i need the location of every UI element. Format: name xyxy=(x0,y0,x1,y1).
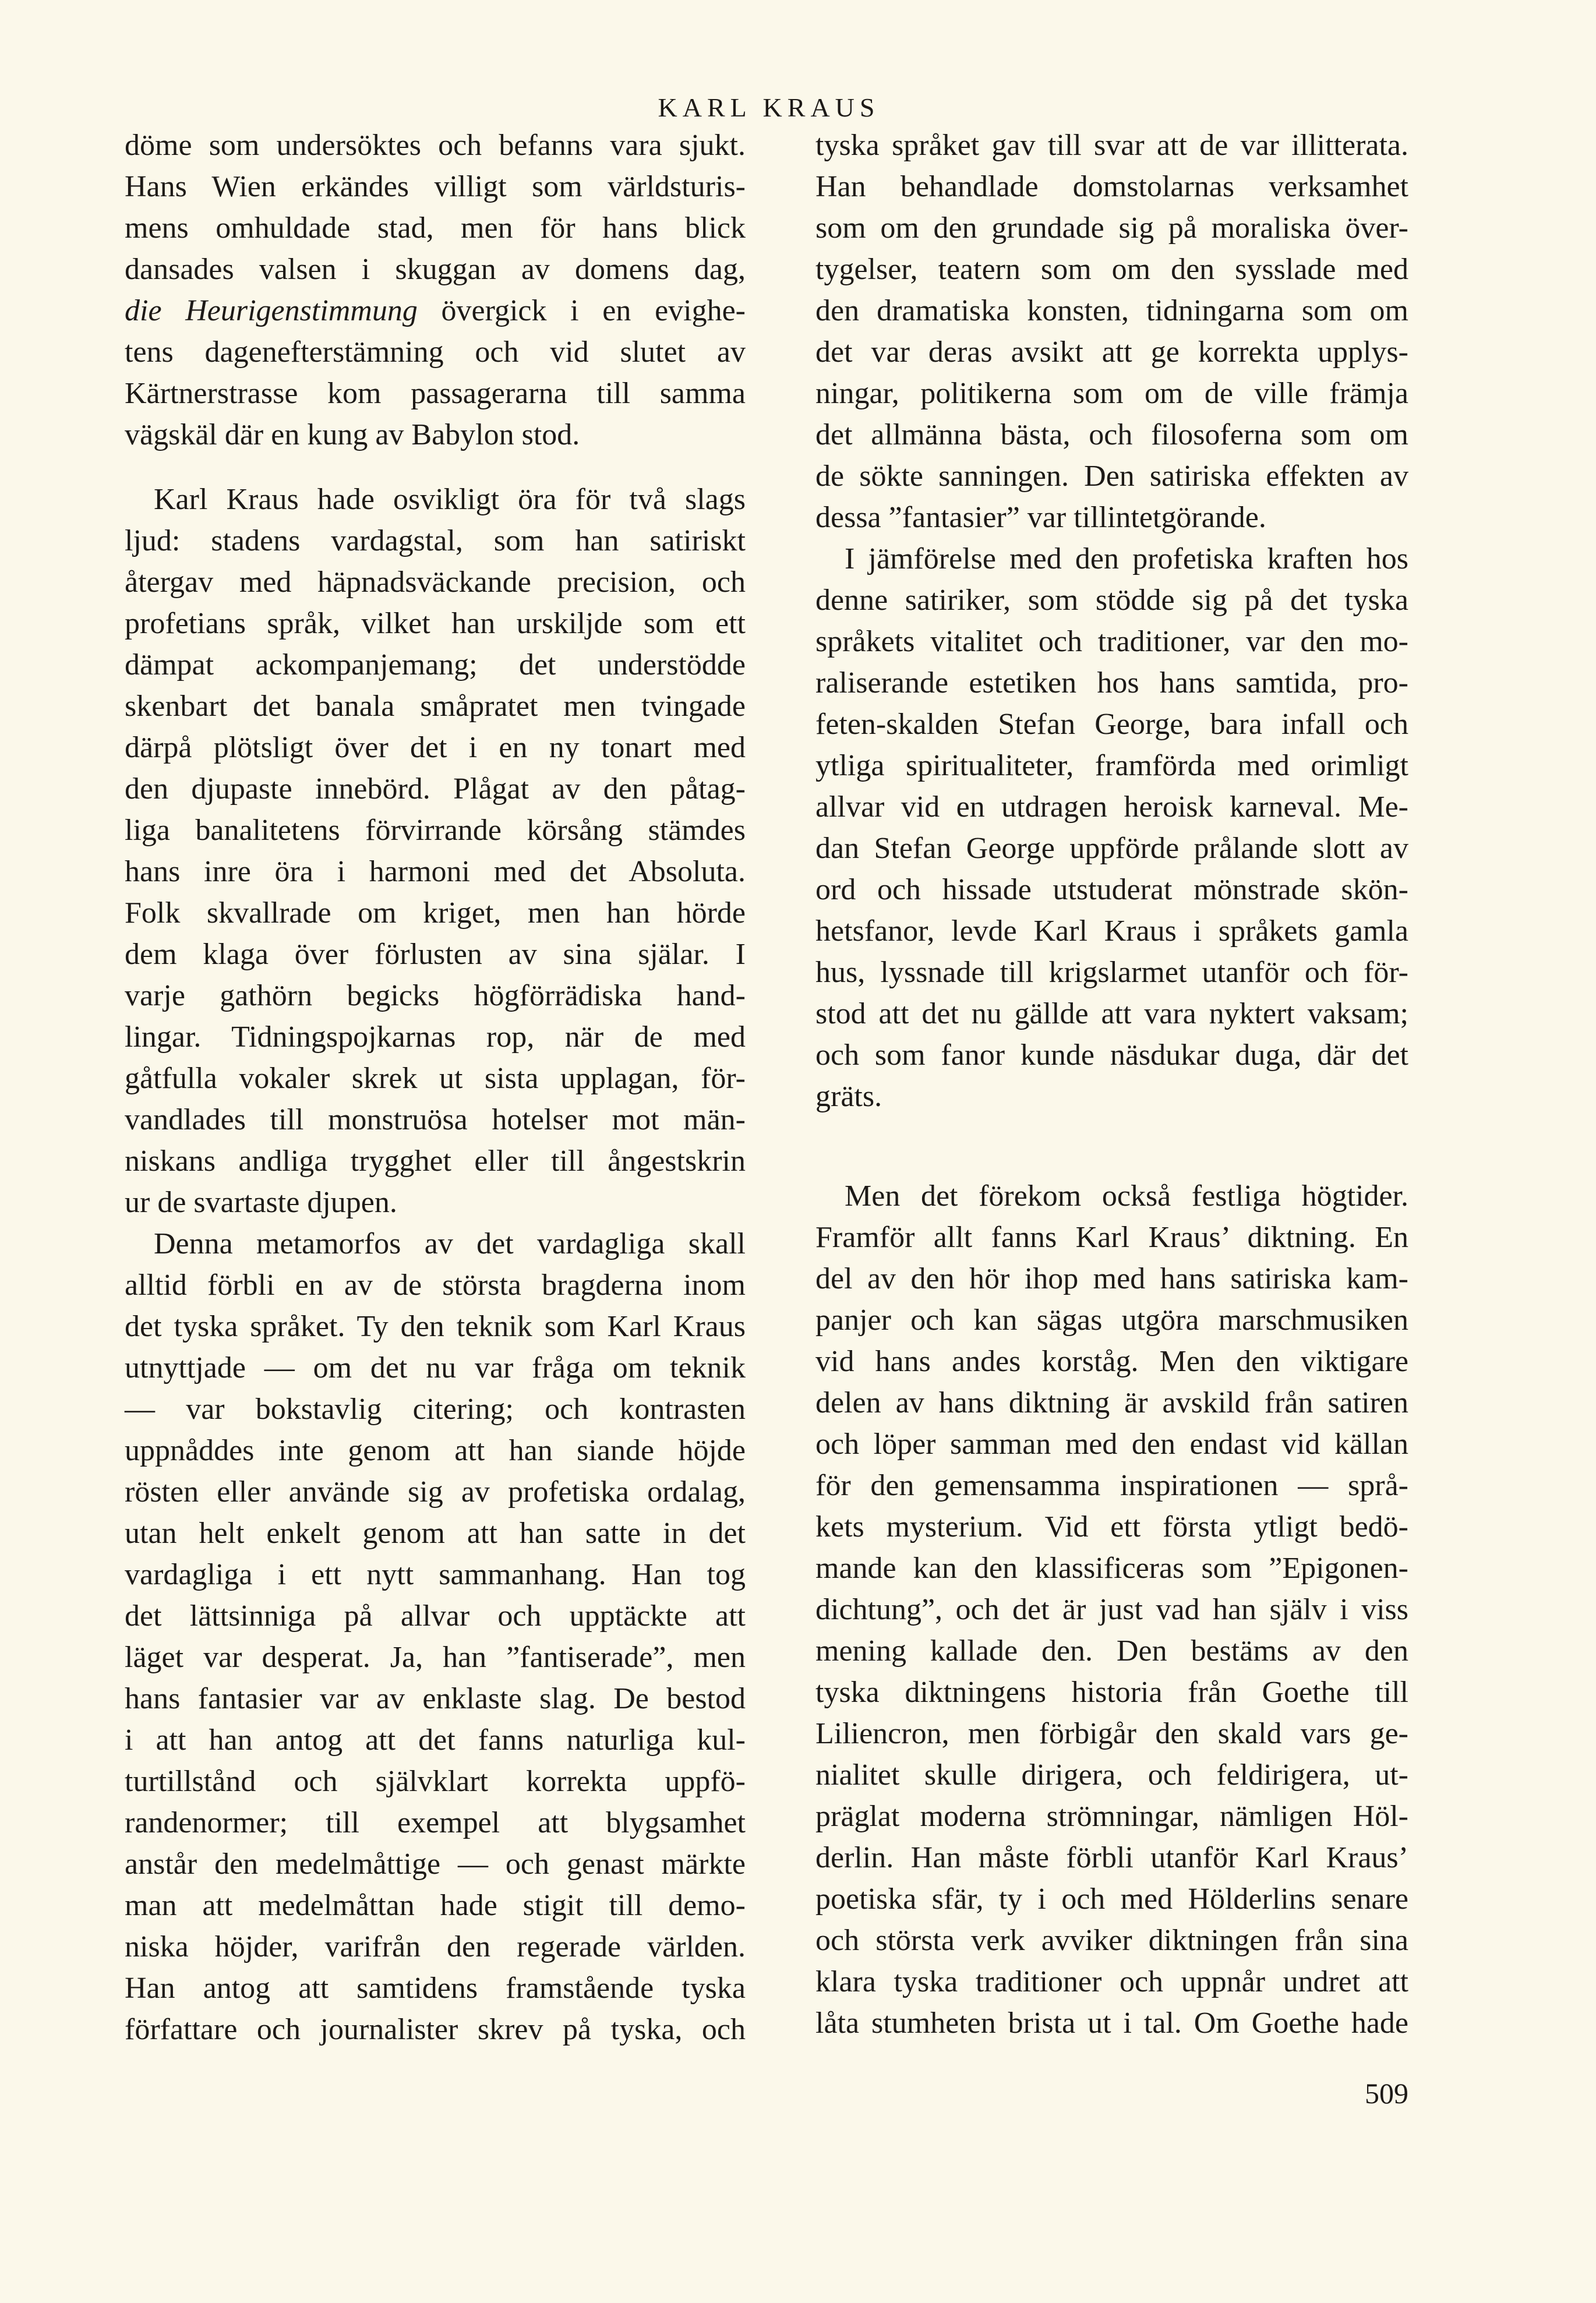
text-line: hus, lyssnade till krigslarmet utanför och för- xyxy=(815,956,1408,989)
text-line: för den gemensamma inspirationen — språ- xyxy=(815,1469,1408,1502)
text-line: niska höjder, varifrån den regerade världen. xyxy=(125,1930,746,1963)
line-remainder: övergick i en evighe- xyxy=(417,294,746,327)
text-line: vid hans andes korståg. Men den viktigare xyxy=(815,1345,1408,1378)
text-line: lingar. Tidningspojkarnas rop, när de med xyxy=(125,1020,746,1054)
text-line: Hans Wien erkändes villigt som världsturis- xyxy=(125,170,746,203)
text-line: alltid förbli en av de största bragderna inom xyxy=(125,1269,746,1302)
text-line: språkets vitalitet och traditioner, var den mo- xyxy=(815,625,1408,658)
text-line: författare och journalister skrev på tyska, och xyxy=(125,2013,746,2046)
text-line: Denna metamorfos av det vardagliga skall xyxy=(154,1227,746,1260)
text-line: tens dagenefterstämning och vid slutet av xyxy=(125,335,746,369)
text-line: dan Stefan George uppförde prålande slott av xyxy=(815,832,1408,865)
text-line: randenormer; till exempel att blygsamhet xyxy=(125,1806,746,1839)
text-line: ningar, politikerna som om de ville främja xyxy=(815,377,1408,410)
text-line: och som fanor kunde näsdukar duga, där det xyxy=(815,1039,1408,1072)
text-line: det allmänna bästa, och filosoferna som om xyxy=(815,418,1408,451)
text-line: raliserande estetiken hos hans samtida, pro- xyxy=(815,666,1408,700)
text-line: vägskäl där en kung av Babylon stod. xyxy=(125,418,580,451)
text-line: — var bokstavlig citering; och kontrasten xyxy=(125,1393,746,1426)
paragraph xyxy=(125,125,746,455)
text-line: Liliencron, men förbigår den skald vars ge- xyxy=(815,1717,1408,1750)
text-line: Han behandlade domstolarnas verksamhet xyxy=(815,170,1408,203)
text-line: återgav med häpnadsväckande precision, och xyxy=(125,566,746,599)
text-line: hans inre öra i harmoni med det Absoluta. xyxy=(125,855,746,888)
text-line: liga banalitetens förvirrande körsång stämdes xyxy=(125,814,746,847)
text-line: Karl Kraus hade osvikligt öra för två slags xyxy=(154,483,746,516)
text-line: profetians språk, vilket han urskiljde som ett xyxy=(125,607,746,640)
text-line: låta stumheten brista ut i tal. Om Goethe hade xyxy=(815,2007,1408,2040)
text-line: uppnåddes inte genom att han siande höjde xyxy=(125,1434,746,1467)
text-line: Men det förekom också festliga högtider. xyxy=(845,1179,1408,1213)
text-line: allvar vid en utdragen heroisk karneval. Me- xyxy=(815,790,1408,824)
text-line: döme som undersöktes och befanns vara sjukt. xyxy=(125,129,746,162)
text-line xyxy=(125,290,746,331)
text-line: stod att det nu gällde att vara nyktert vaksam; xyxy=(815,997,1408,1030)
text-line: anstår den medelmåttige — och genast märkte xyxy=(125,1848,746,1881)
text-line: ur de svartaste djupen. xyxy=(125,1186,397,1219)
text-line: hans fantasier var av enklaste slag. De bestod xyxy=(125,1682,746,1715)
text-line: och största verk avviker diktningen från sina xyxy=(815,1924,1408,1957)
text-line: Framför allt fanns Karl Kraus’ diktning. En xyxy=(815,1221,1408,1254)
paragraph xyxy=(125,1223,746,2050)
text-line: panjer och kan sägas utgöra marschmusiken xyxy=(815,1304,1408,1337)
text-line: Han antog att samtidens framstående tyska xyxy=(125,1972,746,2005)
text-line: gräts. xyxy=(815,1080,882,1113)
italic-phrase: die Heurigenstimmung xyxy=(125,294,418,327)
text-line: nialitet skulle dirigera, och feldirigera, ut- xyxy=(815,1758,1408,1792)
text-line: niskans andliga trygghet eller till ångestskrin xyxy=(125,1145,746,1178)
text-line: tyska språket gav till svar att de var illitterata. xyxy=(815,129,1408,162)
text-line: dem klaga över förlusten av sina själar. I xyxy=(125,938,746,971)
text-line: varje gathörn begicks högförrädiska hand- xyxy=(125,979,746,1012)
text-line: i att han antog att det fanns naturliga kul- xyxy=(125,1723,746,1757)
text-line: kets mysterium. Vid ett första ytligt bedö- xyxy=(815,1510,1408,1543)
text-line: som om den grundade sig på moraliska över- xyxy=(815,211,1408,245)
text-line: tyska diktningens historia från Goethe till xyxy=(815,1676,1408,1709)
text-line: tygelser, teatern som om den sysslade med xyxy=(815,253,1408,286)
paragraph xyxy=(815,125,1408,538)
text-line: dansades valsen i skuggan av domens dag, xyxy=(125,253,746,286)
text-line: det tyska språket. Ty den teknik som Karl Kraus xyxy=(125,1310,746,1343)
text-line: vardagliga i ett nytt sammanhang. Han tog xyxy=(125,1558,746,1591)
text-line: rösten eller använde sig av profetiska ordalag, xyxy=(125,1475,746,1509)
text-line: ord och hissade utstuderat mönstrade skön- xyxy=(815,873,1408,906)
text-line: dämpat ackompanjemang; det understödde xyxy=(125,648,746,681)
text-line: del av den hör ihop med hans satiriska kam- xyxy=(815,1262,1408,1295)
text-line: det lättsinniga på allvar och upptäckte att xyxy=(125,1599,746,1633)
text-line: hetsfanor, levde Karl Kraus i språkets gamla xyxy=(815,914,1408,948)
text-line: utan helt enkelt genom att han satte in det xyxy=(125,1517,746,1550)
paragraph xyxy=(125,479,746,1223)
text-line: I jämförelse med den profetiska kraften hos xyxy=(845,542,1408,575)
text-line: gåtfulla vokaler skrek ut sista upplagan, för- xyxy=(125,1062,746,1095)
text-line: mening kallade den. Den bestäms av den xyxy=(815,1634,1408,1668)
text-line: läget var desperat. Ja, han ”fantiserade”, men xyxy=(125,1641,746,1674)
text-line: turtillstånd och självklart korrekta uppfö- xyxy=(125,1765,746,1798)
text-line: skenbart det banala småpratet men tvingade xyxy=(125,690,746,723)
text-line: vandlades till monstruösa hotelser mot män- xyxy=(125,1103,746,1136)
paragraph xyxy=(815,538,1408,1117)
page-number: 509 xyxy=(1365,2077,1408,2110)
paragraph xyxy=(815,1175,1408,2044)
text-line: den djupaste innebörd. Plågat av den påtag- xyxy=(125,772,746,806)
text-line: mande kan den klassificeras som ”Epigonen- xyxy=(815,1552,1408,1585)
text-line: utnyttjade — om det nu var fråga om teknik xyxy=(125,1351,746,1384)
text-line: de sökte sanningen. Den satiriska effekten av xyxy=(815,460,1408,493)
text-line: man att medelmåttan hade stigit till demo- xyxy=(125,1889,746,1922)
text-line: mens omhuldade stad, men för hans blick xyxy=(125,211,746,245)
text-line: dessa ”fantasier” var tillintetgörande. xyxy=(815,501,1266,534)
text-line: derlin. Han måste förbli utanför Karl Kraus’ xyxy=(815,1841,1408,1874)
text-line: därpå plötsligt över det i en ny tonart med xyxy=(125,731,746,764)
text-column-right xyxy=(815,125,1408,2044)
text-line: denne satiriker, som stödde sig på det tyska xyxy=(815,584,1408,617)
text-line: präglat moderna strömningar, nämligen Höl- xyxy=(815,1800,1408,1833)
text-line: delen av hans diktning är avskild från satiren xyxy=(815,1386,1408,1419)
text-line: och löper samman med den endast vid källan xyxy=(815,1428,1408,1461)
text-column-left xyxy=(125,125,746,2050)
text-line: det var deras avsikt att ge korrekta upplys- xyxy=(815,335,1408,369)
text-line: ytliga spiritualiteter, framförda med orimligt xyxy=(815,749,1408,782)
text-line: dichtung”, och det är just vad han själv i viss xyxy=(815,1593,1408,1626)
text-line: feten-skalden Stefan George, bara infall och xyxy=(815,708,1408,741)
text-line: Folk skvallrade om kriget, men han hörde xyxy=(125,896,746,930)
running-head: KARL KRAUS xyxy=(658,93,880,122)
text-line: den dramatiska konsten, tidningarna som om xyxy=(815,294,1408,327)
text-line: Kärtnerstrasse kom passagerarna till samma xyxy=(125,377,746,410)
text-line: poetiska sfär, ty i och med Hölderlins senare xyxy=(815,1882,1408,1916)
text-line: ljud: stadens vardagstal, som han satiriskt xyxy=(125,524,746,557)
text-line: klara tyska traditioner och uppnår undret att xyxy=(815,1965,1408,1998)
